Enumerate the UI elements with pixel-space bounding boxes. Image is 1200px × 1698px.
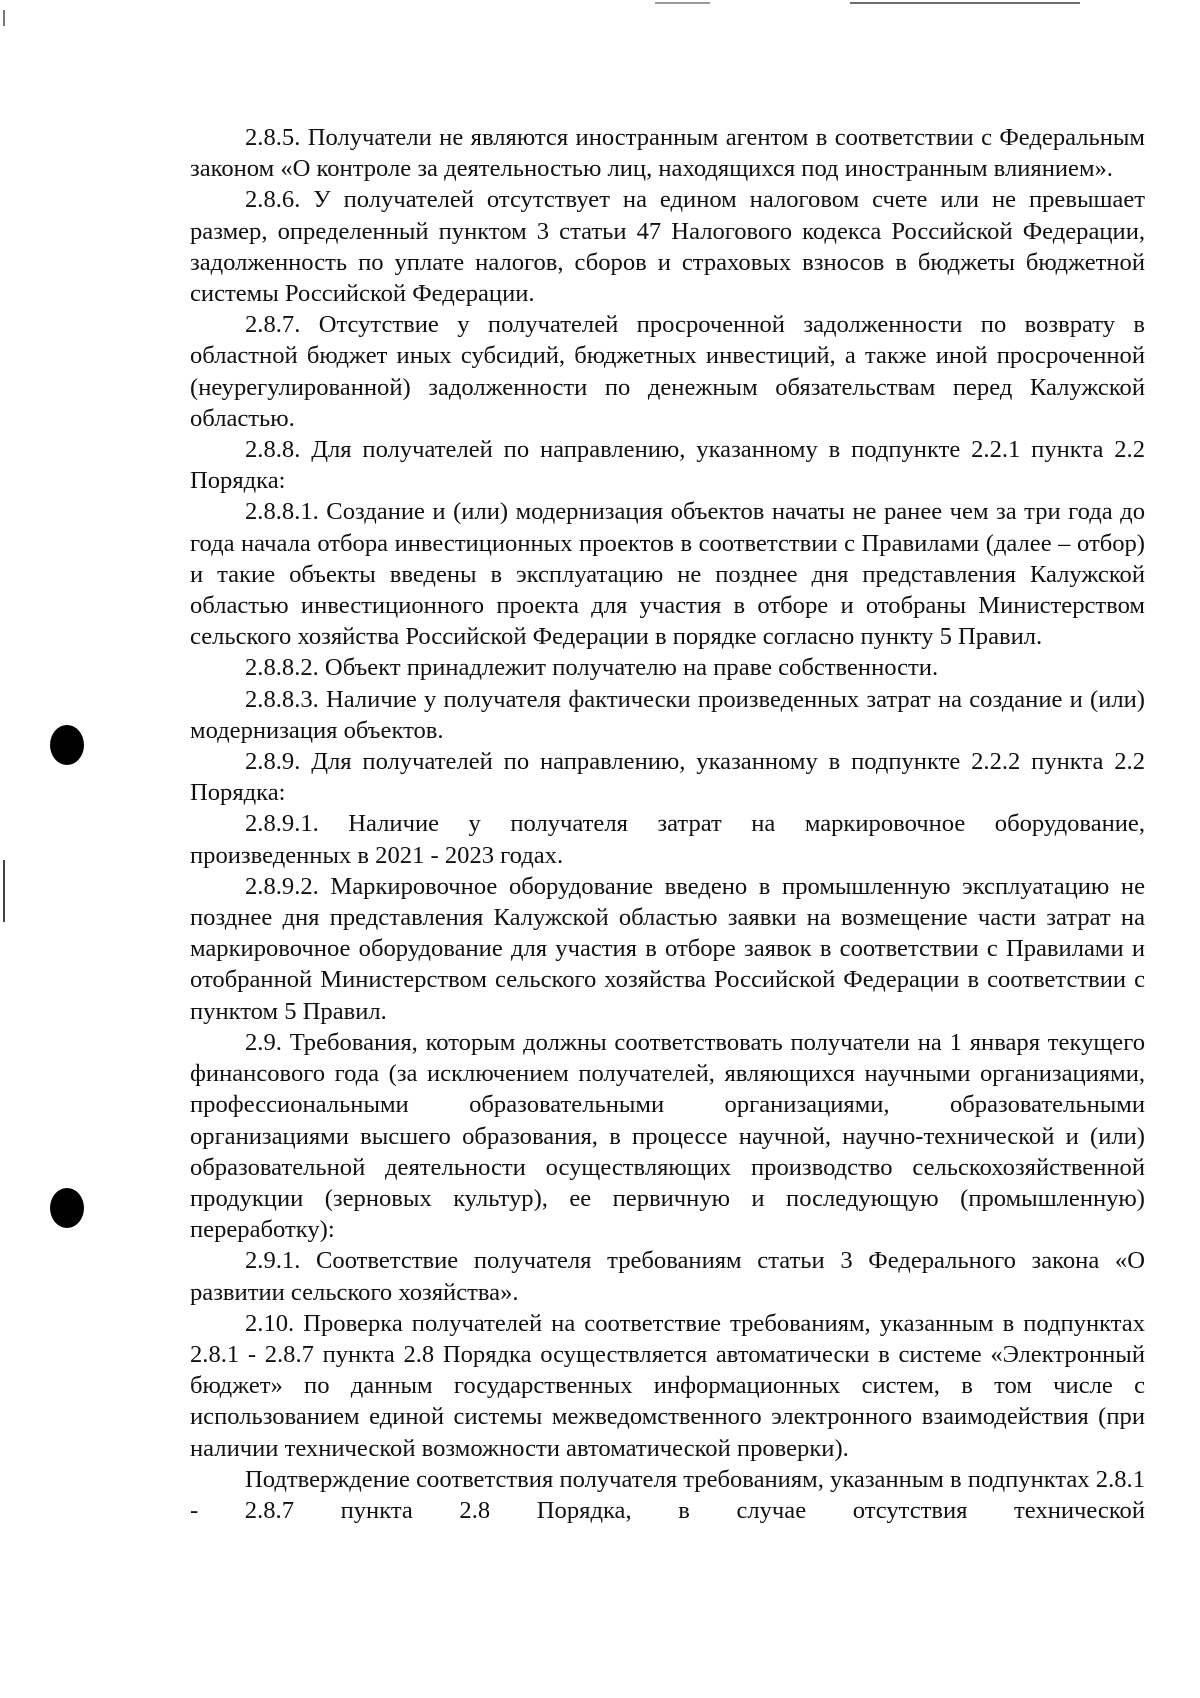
- paragraph-2-8-8-2: 2.8.8.2. Объект принадлежит получателю на праве собственности.: [245, 654, 939, 682]
- paragraph-2-8-9: 2.8.9. Для получателей по направлению, указанному в подпункте 2.2.2 пункта 2.2 Порядка:: [190, 748, 1145, 807]
- paragraph-confirmation: Подтверждение соответствия получателя требованиям, указанным в подпунктах 2.8.1 - 2.8.7 пункта 2.8 Порядка, в случае отсутствия технической: [190, 1465, 1145, 1524]
- scan-artifact-left-bar: [3, 860, 5, 922]
- punch-hole-upper: [50, 725, 84, 765]
- paragraph-2-8-8-3: 2.8.8.3. Наличие у получателя фактически произведенных затрат на создание и (или) модернизация объектов.: [190, 685, 1145, 744]
- scan-artifact-top-line-2: [850, 2, 1080, 4]
- paragraph-2-8-8: 2.8.8. Для получателей по направлению, указанному в подпункте 2.2.1 пункта 2.2 Порядка:: [190, 436, 1145, 495]
- paragraph-2-8-7: 2.8.7. Отсутствие у получателей просроченной задолженности по возврату в областной бюджет иных субсидий, бюджетных инвестиций, а также иной просроченной (неурегулированной) задолженности по денежным обязательствам перед Калужской областью.: [190, 311, 1145, 432]
- paragraph-2-8-9-2: 2.8.9.2. Маркировочное оборудование введено в промышленную эксплуатацию не позднее дня представления Калужской областью заявки на возмещение части затрат на маркировочное оборудование для участия в отборе заявок в соответствии с Правилами и отобранной Министерством сельского хозяйства Российской Федерации в соответствии с пунктом 5 Правил.: [190, 872, 1145, 1025]
- paragraph-2-9-1: 2.9.1. Соответствие получателя требованиям статьи 3 Федерального закона «О развитии сельского хозяйства».: [190, 1247, 1145, 1306]
- paragraph-2-10: 2.10. Проверка получателей на соответствие требованиям, указанным в подпунктах 2.8.1 - 2.8.7 пункта 2.8 Порядка осуществляется автоматически в системе «Электронный бюджет» по данным государственных информационных систем, в том числе с использованием единой системы межведомственного электронного взаимодействия (при наличии технической возможности автоматической проверки).: [190, 1309, 1145, 1462]
- paragraph-2-8-5: 2.8.5. Получатели не являются иностранным агентом в соответствии с Федеральным законом «О контроле за деятельностью лиц, находящихся под иностранным влиянием».: [190, 124, 1145, 183]
- punch-hole-lower: [50, 1188, 84, 1228]
- paragraph-2-8-6: 2.8.6. У получателей отсутствует на едином налоговом счете или не превышает размер, определенный пунктом 3 статьи 47 Налогового кодекса Российской Федерации, задолженность по уплате налогов, сборов и страховых взносов в бюджеты бюджетной системы Российской Федерации.: [190, 186, 1145, 308]
- scan-artifact-top-line-1: [655, 2, 710, 4]
- document-body: [190, 122, 1145, 1526]
- paragraph-2-8-8-1: 2.8.8.1. Создание и (или) модернизация объектов начаты не ранее чем за три года до года начала отбора инвестиционных проектов в соответствии с Правилами (далее – отбор) и такие объекты введены в эксплуатацию не позднее дня представления Калужской областью инвестиционного проекта для участия в отборе и отобраны Министерством сельского хозяйства Российской Федерации в порядке согласно пункту 5 Правил.: [190, 498, 1145, 651]
- paragraph-2-8-9-1: 2.8.9.1. Наличие у получателя затрат на маркировочное оборудование, произведенных в 2021 - 2023 годах.: [190, 810, 1145, 869]
- paragraph-2-9: 2.9. Требования, которым должны соответствовать получатели на 1 января текущего финансового года (за исключением получателей, являющихся научными организациями, профессиональными образовательными организациями, образовательными организациями высшего образования, в процессе научной, научно-технической и (или) образовательной деятельности осуществляющих производство сельскохозяйственной продукции (зерновых культур), ее первичную и последующую (промышленную) переработку):: [190, 1028, 1145, 1244]
- scan-artifact-left-tick: [3, 10, 5, 26]
